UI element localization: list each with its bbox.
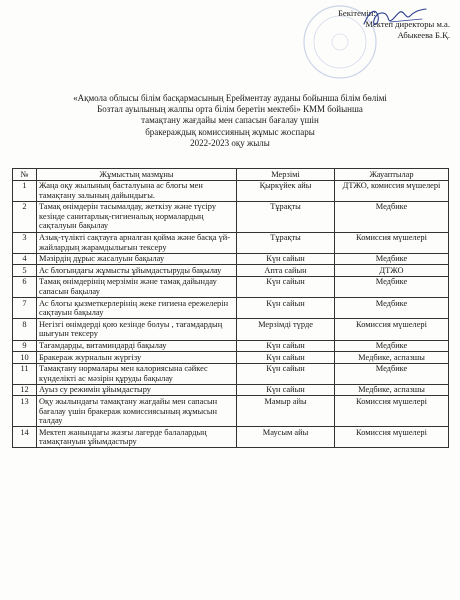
table-row (13, 352, 449, 364)
row-responsible: Медбике (335, 363, 449, 384)
row-number: 11 (13, 363, 37, 384)
row-responsible: ДТЖО (335, 265, 449, 277)
row-content: Жаңа оқу жылының басталуына ас блогы мен тамақтану залының дайындығы. (37, 180, 237, 201)
title-line: 2022-2023 оқу жылы (190, 137, 270, 148)
row-term: Күн сайын (237, 298, 335, 319)
row-number: 7 (13, 298, 37, 319)
row-term: Күн сайын (237, 384, 335, 396)
title-line: Бозтал ауылының жалпы орта білім беретін мектебі» КММ бойынша (97, 104, 363, 115)
table-row (13, 265, 449, 277)
table-row (13, 319, 449, 340)
title-line: бракераждық комиссияның жұмыс жоспары (145, 126, 315, 137)
approval-position: Мектеп директоры м.а. (365, 19, 450, 29)
row-content: Тамақтану нормалары мен калориясына сәйкес күнделікті ас мәзірін құруды бақылау (37, 363, 237, 384)
row-number: 10 (13, 352, 37, 364)
row-term: Маусым айы (237, 427, 335, 448)
table-row (13, 340, 449, 352)
row-responsible: Медбике, аспазшы (335, 384, 449, 396)
approval-name: Абыкеева Б.Қ. (397, 30, 450, 40)
row-responsible: ДТЖО, комиссия мүшелері (335, 180, 449, 201)
row-term: Күн сайын (237, 340, 335, 352)
row-number: 8 (13, 319, 37, 340)
table-row (13, 396, 449, 427)
row-number: 5 (13, 265, 37, 277)
row-number: 2 (13, 201, 37, 232)
header-number: № (13, 169, 37, 181)
row-responsible: Медбике, аспазшы (335, 352, 449, 364)
row-content: Тамақ өнімдерінің мерзімін және тамақ дайындау сапасын бақылау (37, 276, 237, 297)
row-term: Тұрақты (237, 201, 335, 232)
row-term: Қыркүйек айы (237, 180, 335, 201)
row-number: 9 (13, 340, 37, 352)
row-number: 6 (13, 276, 37, 297)
row-responsible: Комиссия мүшелері (335, 427, 449, 448)
row-number: 1 (13, 180, 37, 201)
row-content: Тамақ өнімдерін тасымалдау, жеткізу және түсіру кезінде санитарлық-гигиеналық нормалардың сақталуын бақылау (37, 201, 237, 232)
table-row (13, 427, 449, 448)
row-term: Тұрақты (237, 232, 335, 253)
row-content: Мектеп жанындағы жазғы лагерде балалардың тамақтануын ұйымдастыру (37, 427, 237, 448)
row-responsible: Комиссия мүшелері (335, 232, 449, 253)
row-content: Мәзірдің дұрыс жасалуын бақылау (37, 253, 237, 265)
row-number: 3 (13, 232, 37, 253)
row-content: Ауыз су режимін ұйымдастыру (37, 384, 237, 396)
header-term: Мерзімі (237, 169, 335, 181)
row-number: 14 (13, 427, 37, 448)
row-content: Азық-түлікті сақтауға арналған қойма және басқа үй-жайлардың жарамдылығын тексеру (37, 232, 237, 253)
row-term: Күн сайын (237, 363, 335, 384)
document-title (20, 93, 440, 149)
table-row (13, 363, 449, 384)
row-responsible: Медбике (335, 298, 449, 319)
row-term: Күн сайын (237, 253, 335, 265)
row-responsible: Комиссия мүшелері (335, 396, 449, 427)
work-plan-table (12, 168, 449, 448)
title-line: тамақтану жағдайы мен сапасын бағалау үшін (141, 115, 319, 126)
table-row (13, 384, 449, 396)
row-responsible: Комиссия мүшелері (335, 319, 449, 340)
row-number: 13 (13, 396, 37, 427)
table-row (13, 201, 449, 232)
table-row (13, 180, 449, 201)
table-row (13, 276, 449, 297)
approval-label: Бекітемін: (338, 8, 376, 18)
row-number: 4 (13, 253, 37, 265)
row-responsible: Медбике (335, 340, 449, 352)
row-term: Мамыр айы (237, 396, 335, 427)
row-term: Апта сайын (237, 265, 335, 277)
table-row (13, 232, 449, 253)
row-responsible: Медбике (335, 201, 449, 232)
row-content: Ас блогындағы жұмысты ұйымдастыруды бақылау (37, 265, 237, 277)
table-row (13, 253, 449, 265)
row-number: 12 (13, 384, 37, 396)
row-term: Мерзімді түрде (237, 319, 335, 340)
row-content: Тағамдарды, витаминдарді бақылау (37, 340, 237, 352)
row-content: Оқу жылындағы тамақтану жағдайы мен сапасын бағалау үшін бракераж комиссиясының жұмысын талдау (37, 396, 237, 427)
row-content: Негізгі өнімдерді қою кезінде болуы , тағамдардың шығуын тексеру (37, 319, 237, 340)
header-content: Жұмыстың мазмұны (37, 169, 237, 181)
header-responsible: Жауаптылар (335, 169, 449, 181)
table-body (13, 180, 449, 448)
row-content: Ас блогы қызметкерлерінің жеке гигиена ережелерін сақтауын бақылау (37, 298, 237, 319)
table-row (13, 298, 449, 319)
row-content: Бракераж журналын жүргізу (37, 352, 237, 364)
table-header-row (13, 169, 449, 181)
row-responsible: Медбике (335, 253, 449, 265)
title-line: «Ақмола облысы білім басқармасының Ерейментау ауданы бойынша білім бөлімі (73, 93, 387, 103)
row-term: Күн сайын (237, 352, 335, 364)
row-responsible: Медбике (335, 276, 449, 297)
row-term: Күн сайын (237, 276, 335, 297)
signature-icon (360, 4, 430, 32)
